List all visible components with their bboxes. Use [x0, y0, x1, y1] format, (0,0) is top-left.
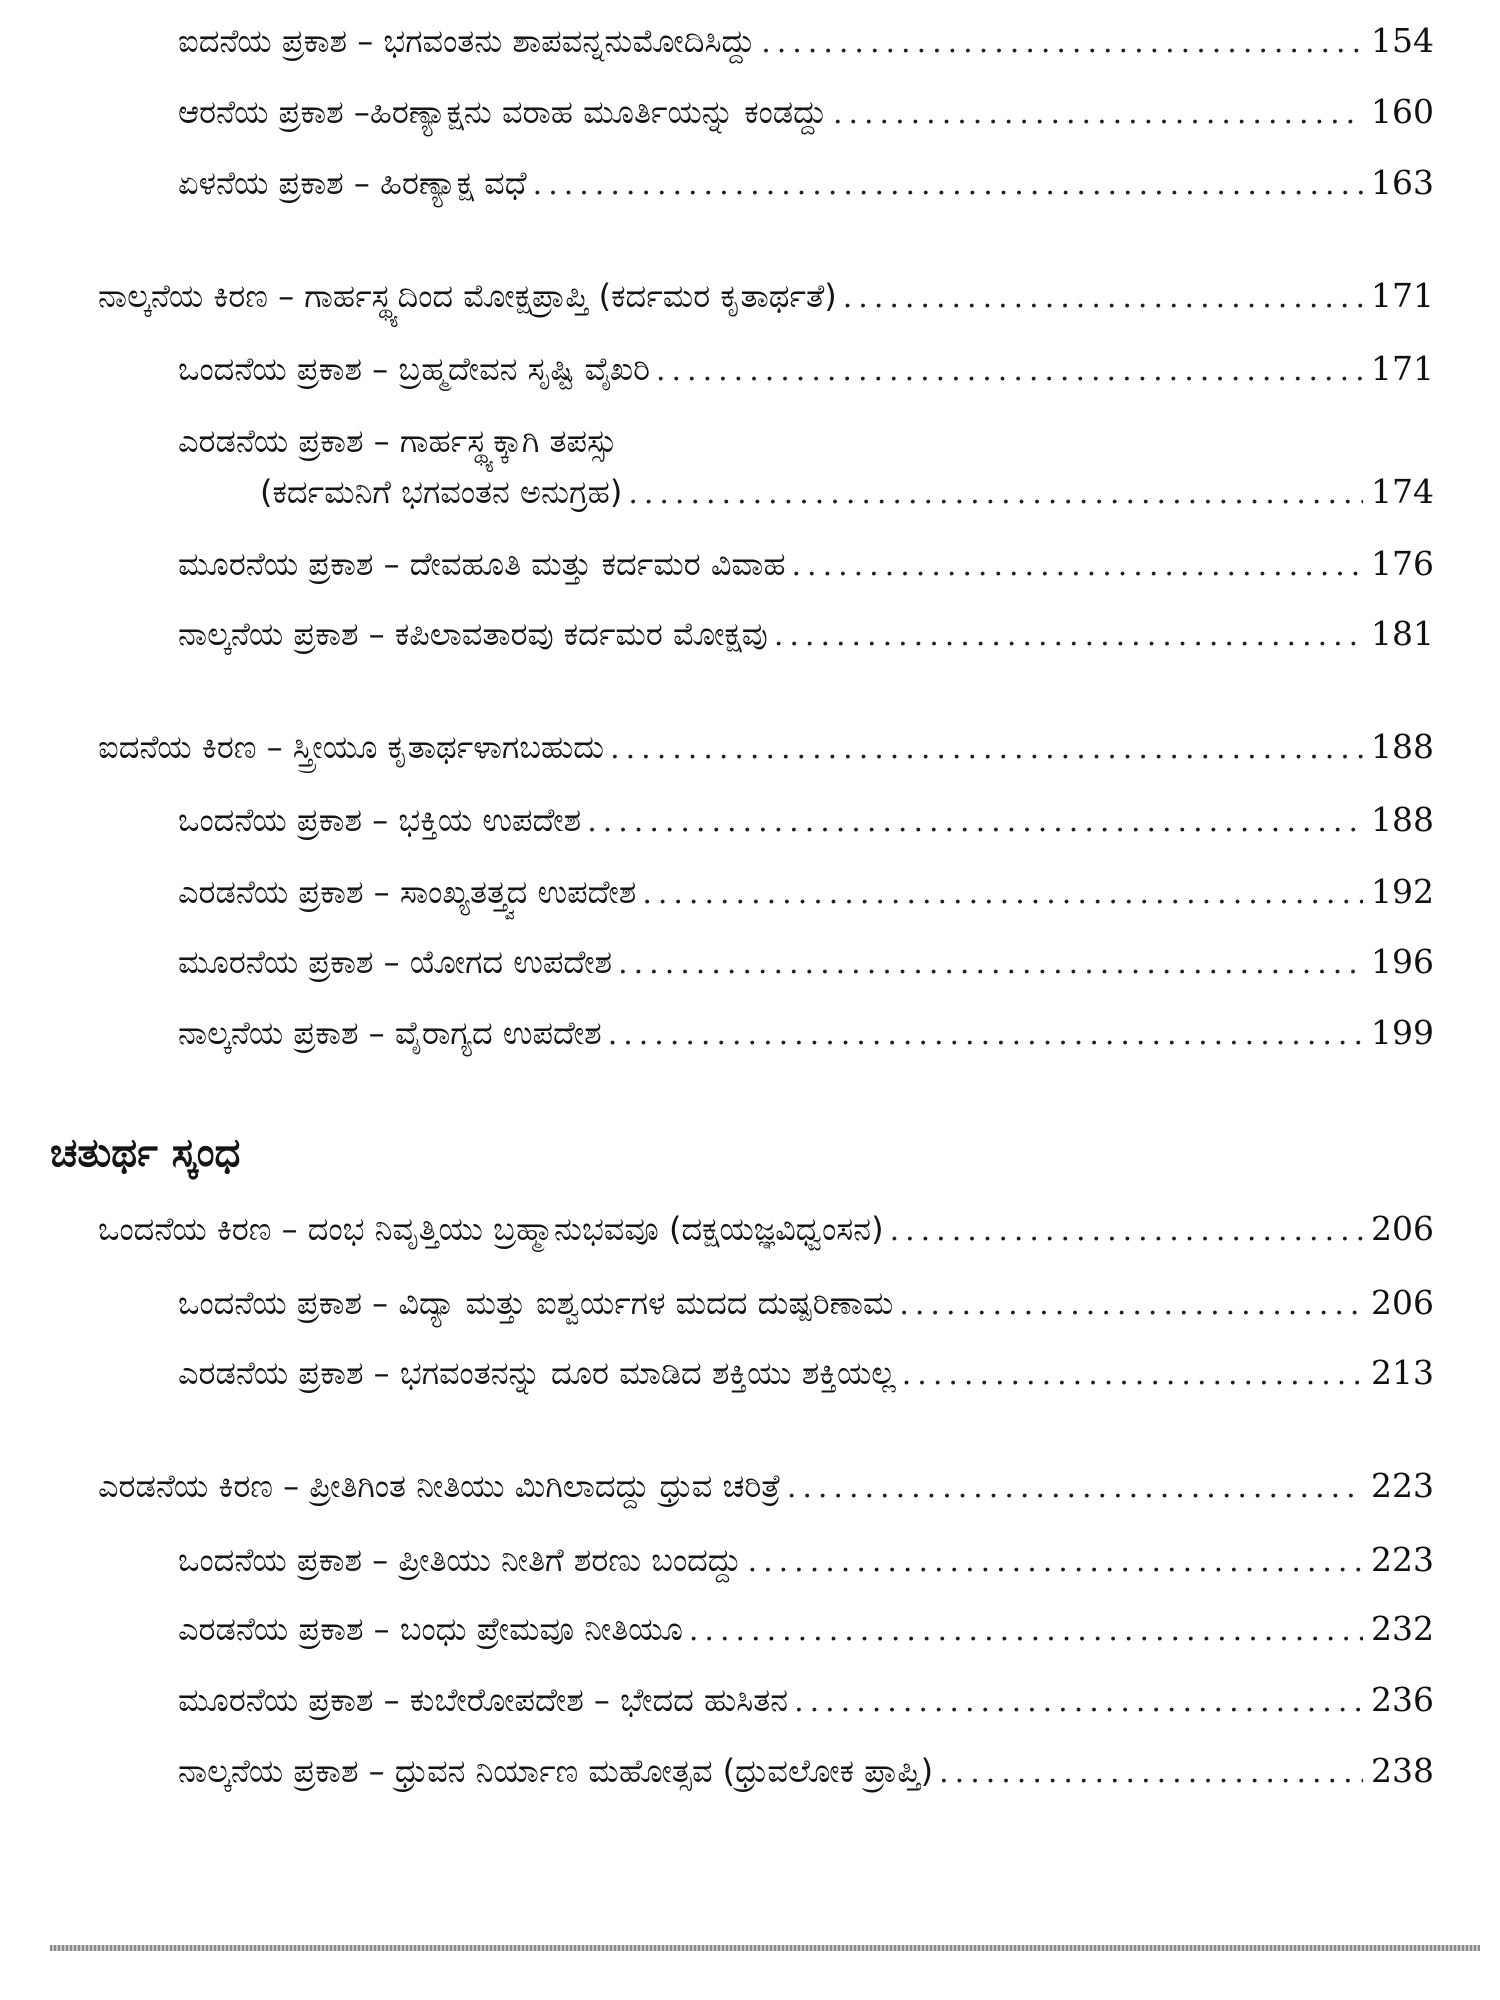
entry-page-number: 236 [1371, 1680, 1434, 1719]
entry-page-number: 163 [1371, 163, 1434, 202]
kirana-title: ಐದನೆಯ ಕಿರಣ – ಸ್ತ್ರೀಯೂ ಕೃತಾರ್ಥಳಾಗಬಹುದು [98, 728, 605, 766]
dot-leader [792, 551, 1364, 581]
toc-entry [178, 800, 1434, 839]
dot-leader [843, 283, 1363, 313]
toc-entry [178, 349, 1434, 388]
entry-title: ನಾಲ್ಕನೆಯ ಪ್ರಕಾಶ – ಧ್ರುವನ ನಿರ್ಯಾಣ ಮಹೋತ್ಸವ (ಧ್ರುವಲೋಕ ಪ್ರಾಪ್ತಿ) [178, 1752, 934, 1790]
toc-entry [178, 544, 1434, 583]
entry-page-number: 238 [1371, 1751, 1434, 1790]
dot-leader [618, 949, 1363, 979]
entry-title-continuation: (ಕರ್ದಮನಿಗೆ ಭಗವಂತನ ಅನುಗ್ರಹ) [260, 473, 623, 511]
toc-entry [178, 1540, 1434, 1579]
entry-page-number: 188 [1371, 800, 1434, 839]
entry-page-number: 160 [1371, 92, 1434, 131]
kirana-title: ನಾಲ್ಕನೆಯ ಕಿರಣ – ಗಾರ್ಹಸ್ಥ್ಯದಿಂದ ಮೋಕ್ಷಪ್ರಾಪ್ತಿ (ಕರ್ದಮರ ಕೃತಾರ್ಥತೆ) [98, 277, 837, 315]
dot-leader [587, 807, 1363, 837]
dot-leader [761, 28, 1363, 58]
toc-entry [178, 1013, 1434, 1052]
entry-page-number: 174 [1371, 472, 1434, 511]
dot-leader [787, 1473, 1363, 1503]
dot-leader [774, 621, 1363, 651]
entry-page-number: 206 [1371, 1283, 1434, 1322]
toc-entry [178, 1680, 1434, 1719]
entry-page-number: 171 [1371, 349, 1434, 388]
toc-entry [178, 1353, 1434, 1392]
entry-title: ಮೂರನೆಯ ಪ್ರಕಾಶ – ಯೋಗದ ಉಪದೇಶ [178, 943, 613, 981]
dot-leader [939, 1758, 1363, 1788]
entry-title: ಒಂದನೆಯ ಪ್ರಕಾಶ – ಬ್ರಹ್ಮದೇವನ ಸೃಷ್ಟಿ ವೈಖರಿ [178, 350, 650, 388]
entry-page-number: 232 [1371, 1609, 1434, 1648]
entry-title: ಮೂರನೆಯ ಪ್ರಕಾಶ – ದೇವಹೂತಿ ಮತ್ತು ಕರ್ದಮರ ವಿವಾಹ [178, 545, 786, 583]
bottom-rule [50, 1945, 1480, 1951]
entry-title: ಆರನೆಯ ಪ್ರಕಾಶ –ಹಿರಣ್ಯಾಕ್ಷನು ವರಾಹ ಮೂರ್ತಿಯನ್ನು ಕಂಡದ್ದು [178, 93, 827, 131]
entry-page-number: 154 [1371, 21, 1434, 60]
dot-leader [689, 1616, 1363, 1646]
kirana-page-number: 206 [1371, 1209, 1434, 1248]
toc-entry [178, 614, 1434, 653]
kirana-title: ಎರಡನೆಯ ಕಿರಣ – ಪ್ರೀತಿಗಿಂತ ನೀತಿಯು ಮಿಗಿಲಾದದ್ದು ಧ್ರುವ ಚರಿತ್ರೆ [98, 1467, 781, 1505]
entry-title: ಮೂರನೆಯ ಪ್ರಕಾಶ – ಕುಬೇರೋಪದೇಶ – ಭೇದದ ಹುಸಿತನ [178, 1681, 789, 1719]
dot-leader [794, 1687, 1363, 1717]
toc-entry [178, 1283, 1434, 1322]
kirana-title: ಒಂದನೆಯ ಕಿರಣ – ದಂಭ ನಿವೃತ್ತಿಯು ಬ್ರಹ್ಮಾನುಭವವೂ (ದಕ್ಷಯಜ್ಞವಿಧ್ವಂಸನ) [98, 1210, 884, 1248]
entry-title: ಐದನೆಯ ಪ್ರಕಾಶ – ಭಗವಂತನು ಶಾಪವನ್ನನುಮೋದಿಸಿದ್ದು [178, 22, 756, 60]
toc-entry [178, 1751, 1434, 1790]
dot-leader [656, 356, 1363, 386]
section-heading: ಚತುರ್ಥ ಸ್ಕಂಧ [50, 1130, 241, 1176]
dot-leader [608, 1020, 1363, 1050]
dot-leader [628, 479, 1363, 509]
toc-entry [178, 1609, 1434, 1648]
kirana-heading [98, 727, 1434, 766]
entry-page-number: 192 [1371, 872, 1434, 911]
kirana-heading [98, 276, 1434, 315]
entry-page-number: 199 [1371, 1013, 1434, 1052]
dot-leader [902, 1360, 1363, 1390]
dot-leader [833, 99, 1363, 129]
dot-leader [642, 879, 1363, 909]
kirana-heading [98, 1209, 1434, 1248]
entry-title: ನಾಲ್ಕನೆಯ ಪ್ರಕಾಶ – ಕಪಿಲಾವತಾರವು ಕರ್ದಮರ ಮೋಕ್ಷವು [178, 615, 768, 653]
kirana-page-number: 188 [1371, 727, 1434, 766]
entry-title-line: ಎರಡನೆಯ ಪ್ರಕಾಶ – ಗಾರ್ಹಸ್ಥ್ಯಕ್ಕಾಗಿ ತಪಸ್ಸು [178, 422, 618, 460]
toc-entry-continuation [260, 472, 1434, 511]
entry-page-number: 223 [1371, 1540, 1434, 1579]
entry-title: ಎರಡನೆಯ ಪ್ರಕಾಶ – ಸಾಂಖ್ಯತತ್ತ್ವದ ಉಪದೇಶ [178, 873, 637, 911]
dot-leader [610, 734, 1363, 764]
kirana-page-number: 171 [1371, 276, 1434, 315]
toc-entry [178, 872, 1434, 911]
entry-title: ನಾಲ್ಕನೆಯ ಪ್ರಕಾಶ – ವೈರಾಗ್ಯದ ಉಪದೇಶ [178, 1014, 602, 1052]
entry-page-number: 213 [1371, 1353, 1434, 1392]
entry-title: ಒಂದನೆಯ ಪ್ರಕಾಶ – ಪ್ರೀತಿಯು ನೀತಿಗೆ ಶರಣು ಬಂದದ್ದು [178, 1541, 742, 1579]
dot-leader [899, 1290, 1363, 1320]
dot-leader [748, 1547, 1363, 1577]
entry-title: ಎರಡನೆಯ ಪ್ರಕಾಶ – ಬಂಧು ಪ್ರೇಮವೂ ನೀತಿಯೂ [178, 1610, 683, 1648]
toc-entry [178, 21, 1434, 60]
toc-entry [178, 92, 1434, 131]
entry-title: ಒಂದನೆಯ ಪ್ರಕಾಶ – ಭಕ್ತಿಯ ಉಪದೇಶ [178, 801, 582, 839]
entry-page-number: 176 [1371, 544, 1434, 583]
dot-leader [890, 1216, 1363, 1246]
entry-title: ಏಳನೆಯ ಪ್ರಕಾಶ – ಹಿರಣ್ಯಾಕ್ಷ ವಧೆ [178, 164, 527, 202]
toc-entry [178, 942, 1434, 981]
entry-title: ಎರಡನೆಯ ಪ್ರಕಾಶ – ಭಗವಂತನನ್ನು ದೂರ ಮಾಡಿದ ಶಕ್ತಿಯು ಶಕ್ತಿಯಲ್ಲ [178, 1354, 896, 1392]
entry-title: ಒಂದನೆಯ ಪ್ರಕಾಶ – ವಿದ್ಯಾ ಮತ್ತು ಐಶ್ವರ್ಯಗಳ ಮದದ ದುಷ್ಪರಿಣಾಮ [178, 1284, 894, 1322]
kirana-page-number: 223 [1371, 1466, 1434, 1505]
kirana-heading [98, 1466, 1434, 1505]
entry-page-number: 181 [1371, 614, 1434, 653]
toc-entry [178, 163, 1434, 202]
entry-page-number: 196 [1371, 942, 1434, 981]
dot-leader [533, 170, 1363, 200]
